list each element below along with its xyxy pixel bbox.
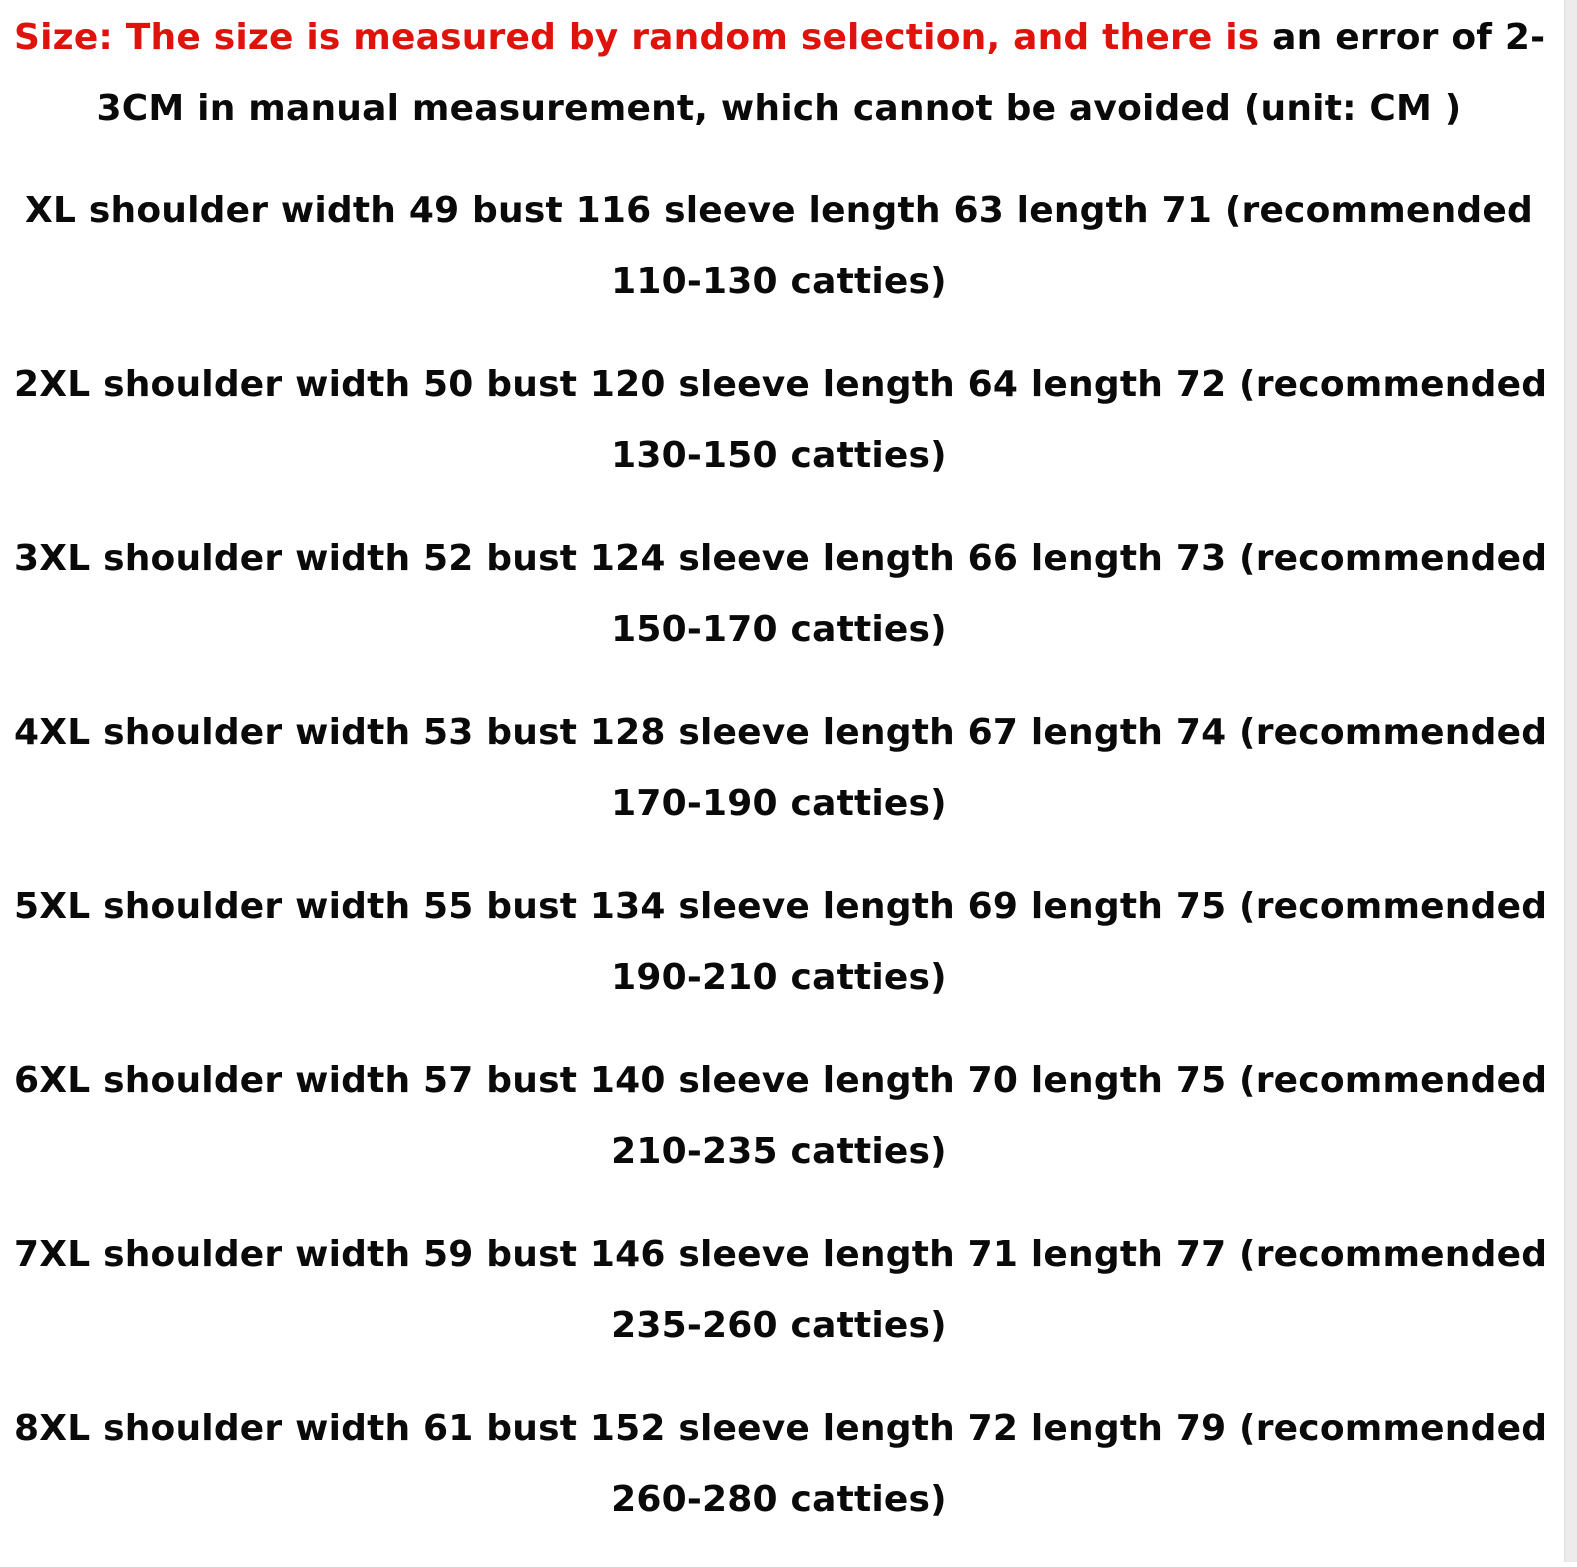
size-disclaimer-highlight: Size: The size is measured by random selection, and there is	[14, 17, 1260, 58]
size-row-6xl	[14, 1045, 1548, 1187]
size-row-4xl	[14, 697, 1548, 839]
size-measurements: 3XL shoulder width 52 bust 124 sleeve length 66 length 73 (recommended	[14, 538, 1548, 579]
size-measurements: 7XL shoulder width 59 bust 146 sleeve length 71 length 77 (recommended	[14, 1234, 1548, 1275]
size-disclaimer-line-1	[14, 2, 1544, 73]
size-measurements: 4XL shoulder width 53 bust 128 sleeve length 67 length 74 (recommended	[14, 712, 1548, 753]
size-row-7xl	[14, 1219, 1548, 1361]
size-measurements: XL shoulder width 49 bust 116 sleeve length 63 length 71 (recommended	[25, 190, 1533, 231]
size-recommended-weight: 235-260 catties)	[611, 1305, 947, 1346]
size-recommended-weight: 130-150 catties)	[611, 435, 947, 476]
size-row-3xl	[14, 523, 1548, 665]
size-row-xl	[14, 175, 1544, 317]
size-row-2xl	[14, 349, 1548, 491]
size-disclaimer-continuation: an error of 2-	[1259, 17, 1546, 58]
size-recommended-weight: 190-210 catties)	[611, 957, 947, 998]
size-measurements: 5XL shoulder width 55 bust 134 sleeve length 69 length 75 (recommended	[14, 886, 1548, 927]
size-recommended-weight: 110-130 catties)	[611, 261, 947, 302]
size-measurements: 8XL shoulder width 61 bust 152 sleeve length 72 length 79 (recommended	[14, 1408, 1548, 1449]
size-row-5xl	[14, 871, 1548, 1013]
size-chart-document	[14, 0, 1548, 1567]
size-disclaimer	[14, 0, 1544, 144]
size-recommended-weight: 170-190 catties)	[611, 783, 947, 824]
size-measurements: 6XL shoulder width 57 bust 140 sleeve length 70 length 75 (recommended	[14, 1060, 1548, 1101]
size-recommended-weight: 210-235 catties)	[611, 1131, 947, 1172]
size-row-8xl	[14, 1393, 1548, 1535]
size-recommended-weight: 150-170 catties)	[611, 609, 947, 650]
size-disclaimer-line-2: 3CM in manual measurement, which cannot be avoided (unit: CM )	[96, 88, 1462, 129]
size-recommended-weight: 260-280 catties)	[611, 1479, 947, 1520]
page-right-edge	[1564, 0, 1577, 1562]
size-measurements: 2XL shoulder width 50 bust 120 sleeve length 64 length 72 (recommended	[14, 364, 1548, 405]
